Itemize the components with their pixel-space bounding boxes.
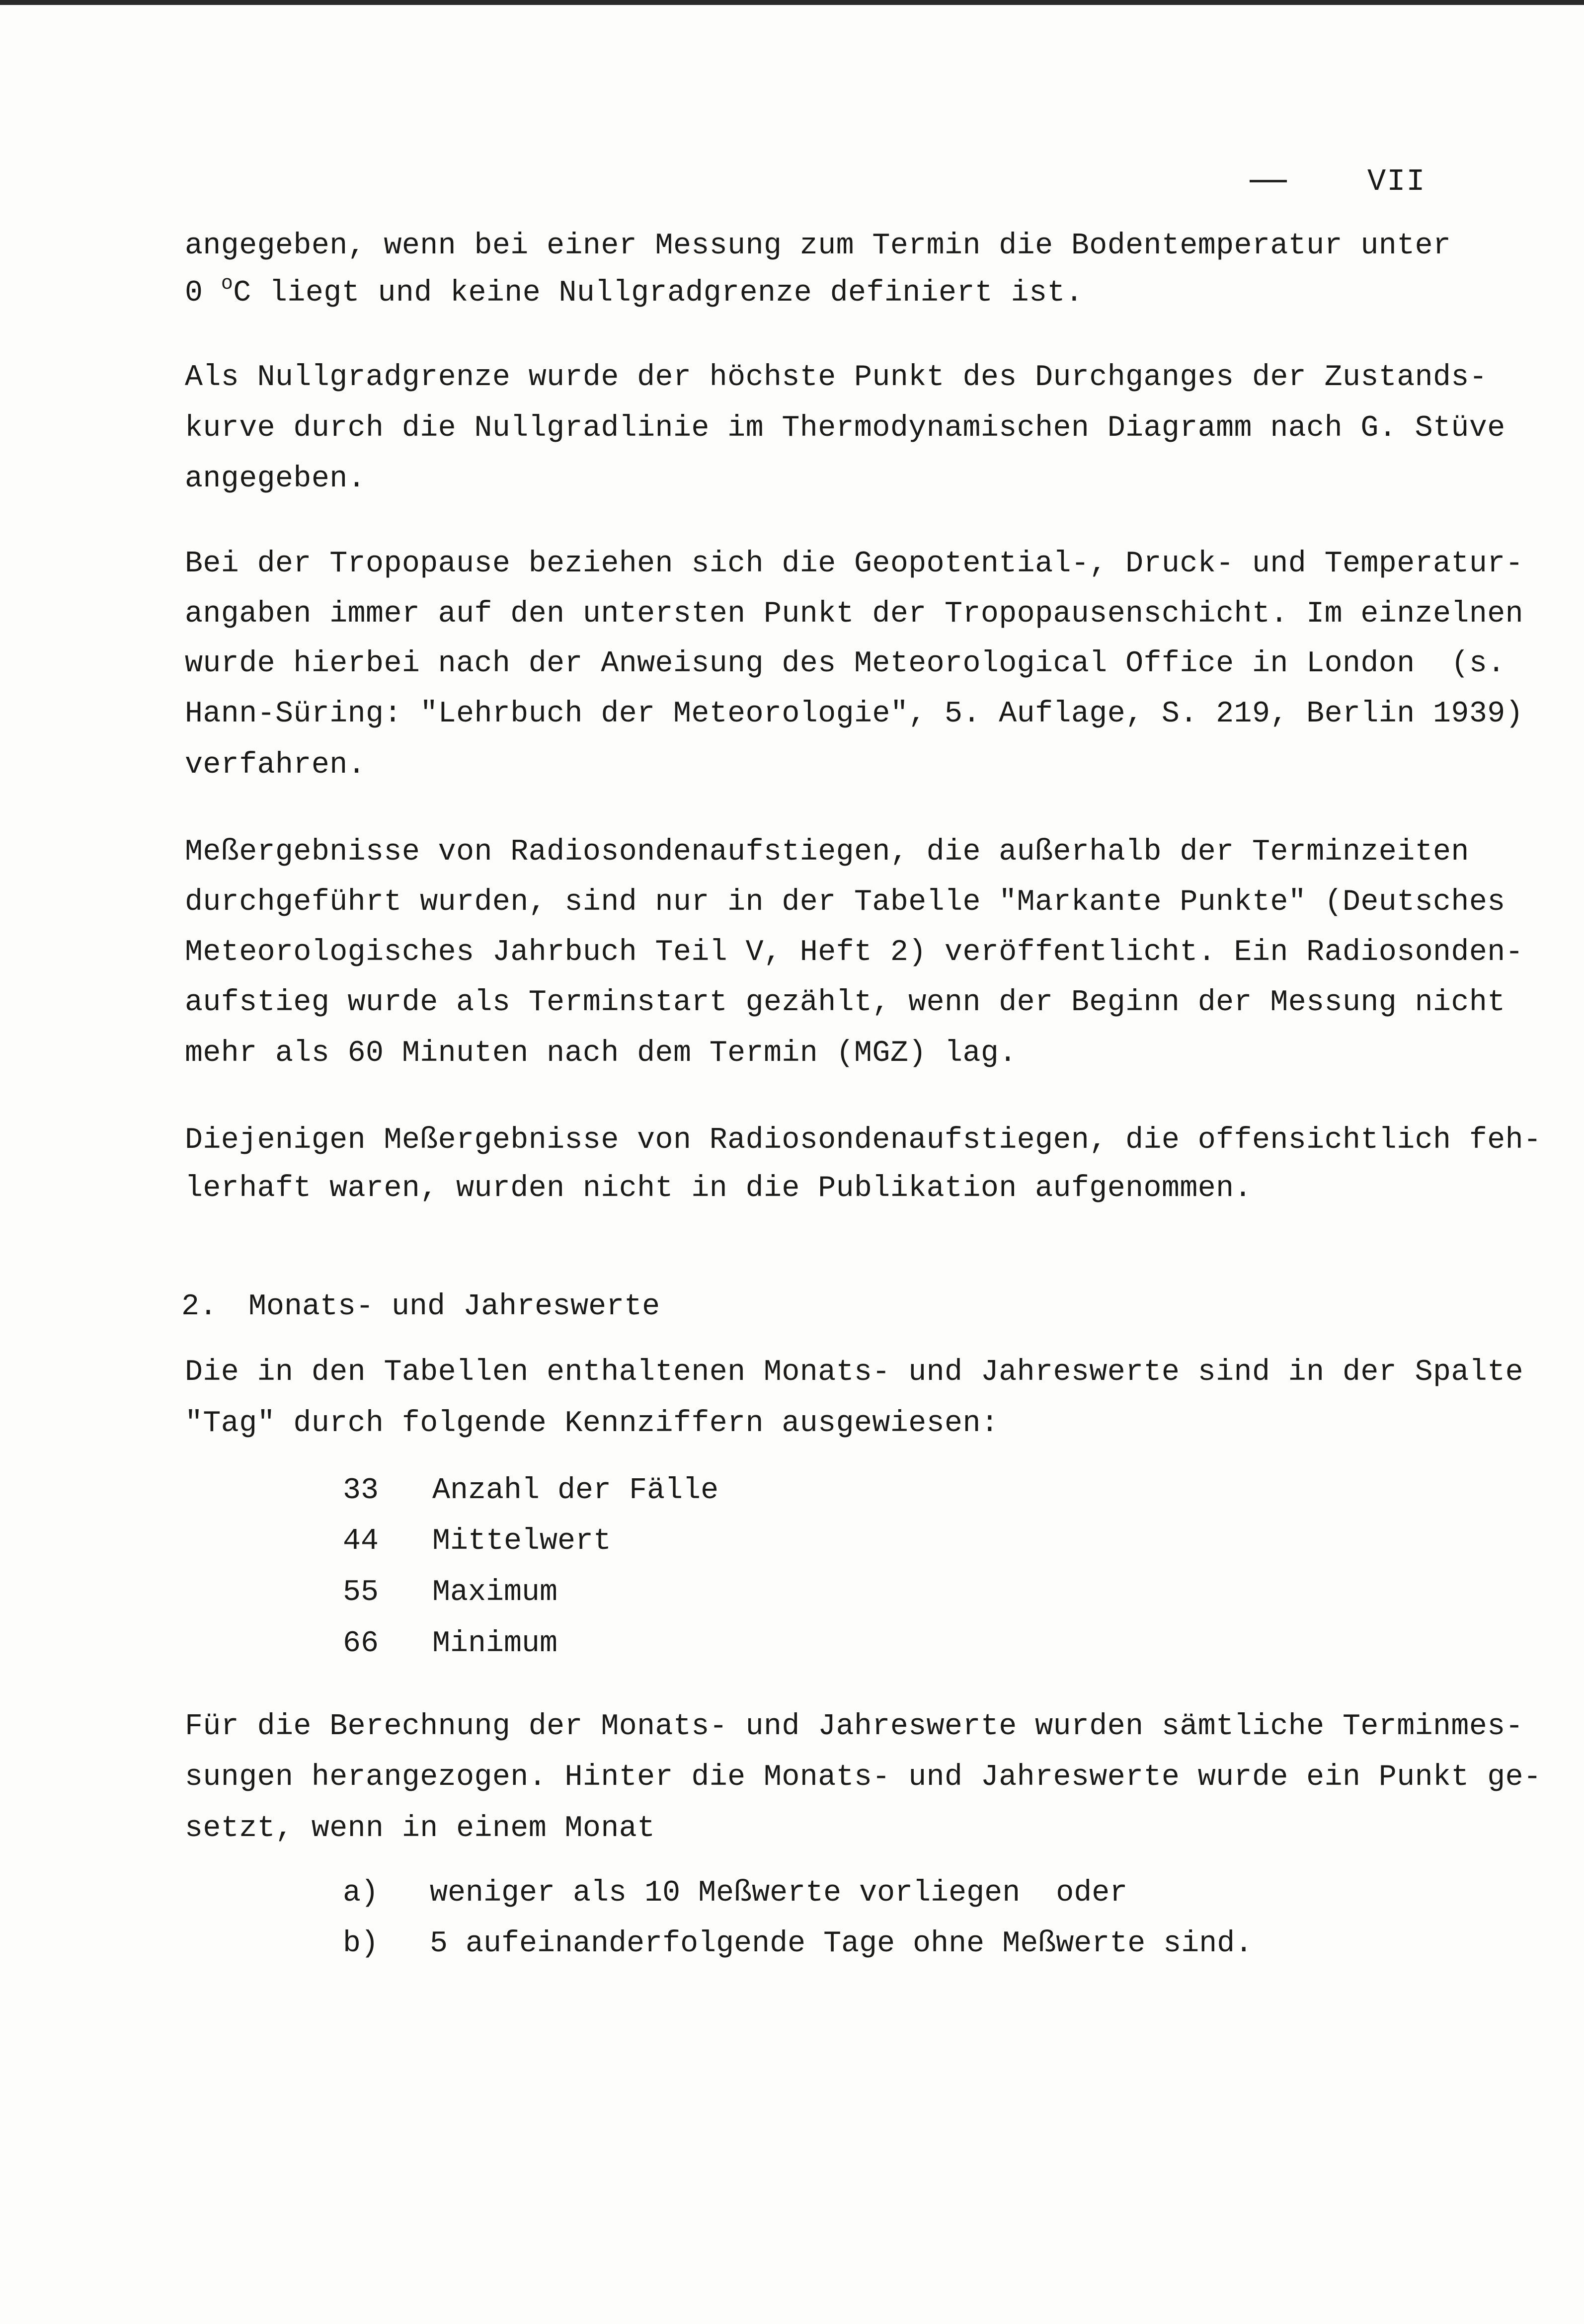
paragraph-3-line-3: wurde hierbei nach der Anweisung des Meteorological Office in London (s. <box>185 647 1505 681</box>
code-label: Mittelwert <box>432 1524 612 1558</box>
code-label: Maximum <box>432 1576 558 1609</box>
paragraph-5-line-1: Diejenigen Meßergebnisse von Radiosondenaufstiegen, die offensichtlich feh- <box>185 1123 1542 1157</box>
code-label: Anzahl der Fälle <box>432 1474 719 1508</box>
paragraph-6-line-1: Die in den Tabellen enthaltenen Monats- und Jahreswerte sind in der Spalte <box>185 1356 1524 1389</box>
paragraph-4-line-1: Meßergebnisse von Radiosondenaufstiegen, die außerhalb der Terminzeiten <box>185 835 1469 869</box>
paragraph-4-line-2: durchgeführt wurden, sind nur in der Tabelle "Markante Punkte" (Deutsches <box>185 885 1505 919</box>
scan-top-edge <box>0 0 1584 5</box>
code-label: Minimum <box>432 1627 558 1661</box>
paragraph-2-line-2: kurve durch die Nullgradlinie im Thermodynamischen Diagramm nach G. Stüve <box>185 411 1505 445</box>
condition-marker: b) <box>343 1927 379 1961</box>
code-number: 44 <box>343 1524 379 1558</box>
code-number: 66 <box>343 1627 379 1661</box>
paragraph-3-line-5: verfahren. <box>185 748 366 782</box>
paragraph-4-line-4: aufstieg wurde als Terminstart gezählt, wenn der Beginn der Messung nicht <box>185 986 1505 1020</box>
degree-superscript: o <box>221 273 234 295</box>
paragraph-6-line-2: "Tag" durch folgende Kennziffern ausgewiesen: <box>185 1407 999 1441</box>
header-dash <box>1250 180 1287 182</box>
temperature-value: 0 <box>185 276 221 310</box>
section-title: Monats- und Jahreswerte <box>248 1290 660 1324</box>
code-number: 33 <box>343 1474 379 1508</box>
page-number: VII <box>1367 164 1426 199</box>
condition-text: weniger als 10 Meßwerte vorliegen oder <box>430 1876 1128 1910</box>
condition-marker: a) <box>343 1876 379 1910</box>
paragraph-7-line-3: setzt, wenn in einem Monat <box>185 1812 655 1845</box>
condition-text: 5 aufeinanderfolgende Tage ohne Meßwerte sind. <box>430 1927 1253 1961</box>
paragraph-4-line-5: mehr als 60 Minuten nach dem Termin (MGZ) lag. <box>185 1037 1017 1070</box>
paragraph-5-line-2: lerhaft waren, wurden nicht in die Publikation aufgenommen. <box>185 1172 1252 1205</box>
paragraph-3-line-4: Hann-Süring: "Lehrbuch der Meteorologie", 5. Auflage, S. 219, Berlin 1939) <box>185 697 1524 731</box>
paragraph-7-line-1: Für die Berechnung der Monats- und Jahreswerte wurden sämtliche Terminmes- <box>185 1710 1524 1744</box>
paragraph-3-line-1: Bei der Tropopause beziehen sich die Geopotential-, Druck- und Temperatur- <box>185 547 1524 581</box>
paragraph-1-line-2 <box>185 273 1083 316</box>
paragraph-7-line-2: sungen herangezogen. Hinter die Monats- und Jahreswerte wurde ein Punkt ge- <box>185 1761 1542 1794</box>
paragraph-1-line-2-text: C liegt und keine Nullgradgrenze definiert ist. <box>233 276 1084 310</box>
paragraph-4-line-3: Meteorologisches Jahrbuch Teil V, Heft 2) veröffentlicht. Ein Radiosonden- <box>185 936 1524 969</box>
paragraph-2-line-1: Als Nullgradgrenze wurde der höchste Punkt des Durchganges der Zustands- <box>185 361 1488 395</box>
paragraph-3-line-2: angaben immer auf den untersten Punkt der Tropopausenschicht. Im einzelnen <box>185 597 1524 631</box>
section-number: 2. <box>181 1290 218 1324</box>
paragraph-2-line-3: angegeben. <box>185 462 366 496</box>
paragraph-1-line-1: angegeben, wenn bei einer Messung zum Termin die Bodentemperatur unter <box>185 229 1451 263</box>
code-number: 55 <box>343 1576 379 1609</box>
